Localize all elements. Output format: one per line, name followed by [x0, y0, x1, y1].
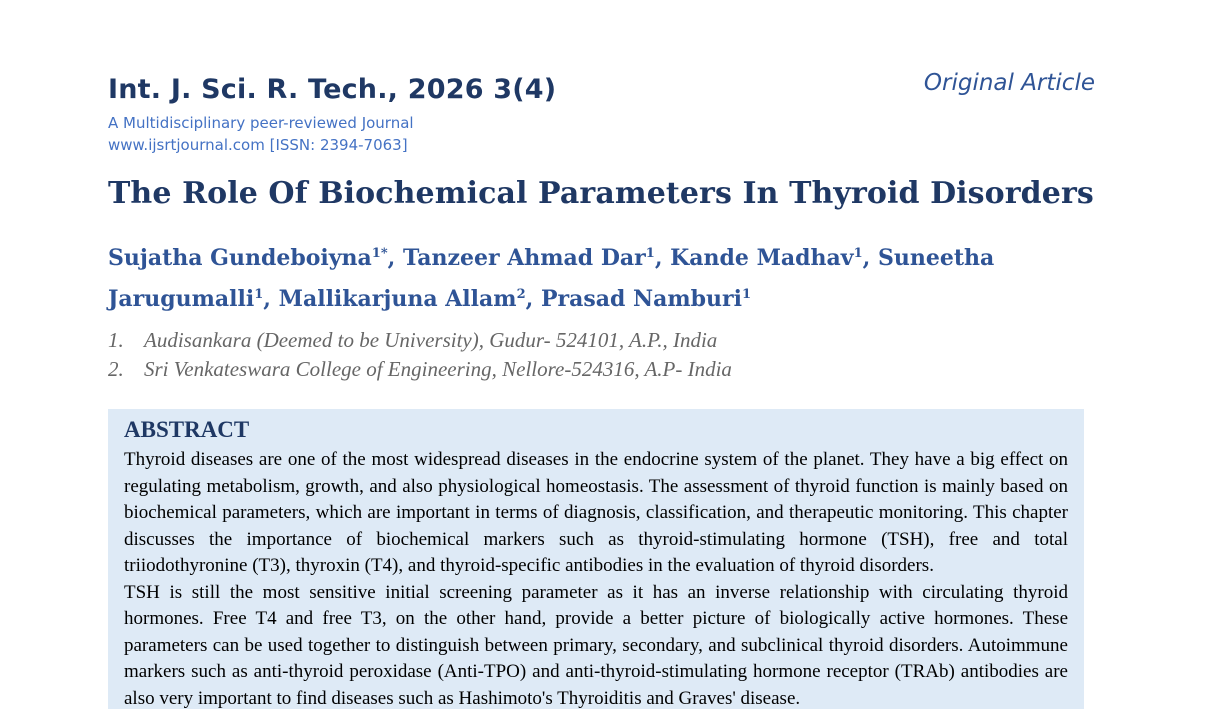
author-entry	[670, 245, 878, 271]
author-separator: ,	[526, 286, 541, 312]
author-name: Sujatha Gundeboiyna	[108, 245, 372, 271]
author-entry	[108, 245, 403, 271]
author-name: Suneetha Jarugumalli	[108, 245, 994, 312]
author-separator: ,	[655, 245, 670, 271]
affiliation-text: Audisankara (Deemed to be University), Gudur- 524101, A.P., India	[144, 326, 717, 355]
author-list	[108, 238, 1098, 320]
affiliation-list	[108, 326, 732, 384]
abstract-paragraph: Thyroid diseases are one of the most widespread diseases in the endocrine system of the planet. They have a big effect on regulating metabolism, growth, and also physiological homeostasis. The assessment of thyroid function is mainly based on biochemical parameters, which are important in terms of diagnosis, classification, and therapeutic monitoring. This chapter discusses the importance of biochemical markers such as thyroid-stimulating hormone (TSH), free and total triiodothyronine (T3), thyroxin (T4), and thyroid-specific antibodies in the evaluation of thyroid disorders.	[124, 447, 1068, 580]
author-affiliation-mark: 2	[517, 287, 526, 302]
author-entry	[541, 286, 751, 312]
author-separator: ,	[388, 245, 403, 271]
author-affiliation-mark: 1	[254, 287, 263, 302]
affiliation-item	[108, 355, 732, 384]
author-affiliation-mark: 1*	[372, 246, 388, 261]
author-name: Tanzeer Ahmad Dar	[403, 245, 646, 271]
author-affiliation-mark: 1	[646, 246, 655, 261]
abstract-box	[108, 409, 1084, 709]
author-entry	[403, 245, 670, 271]
paper-title: The Role Of Biochemical Parameters In Thyroid Disorders	[108, 176, 1094, 211]
affiliation-text: Sri Venkateswara College of Engineering, Nellore-524316, A.P- India	[144, 355, 732, 384]
affiliation-number: 1.	[108, 326, 144, 355]
journal-header	[108, 72, 556, 156]
author-separator: ,	[263, 286, 278, 312]
abstract-heading: ABSTRACT	[124, 415, 1068, 445]
author-name: Kande Madhav	[670, 245, 853, 271]
affiliation-item	[108, 326, 732, 355]
author-entry	[279, 286, 541, 312]
author-affiliation-mark: 1	[854, 246, 863, 261]
author-name: Mallikarjuna Allam	[279, 286, 517, 312]
journal-title: Int. J. Sci. R. Tech., 2026 3(4)	[108, 72, 556, 108]
article-type-label: Original Article	[924, 70, 1095, 96]
affiliation-number: 2.	[108, 355, 144, 384]
author-separator: ,	[863, 245, 878, 271]
author-name: Prasad Namburi	[541, 286, 742, 312]
abstract-paragraph: TSH is still the most sensitive initial screening parameter as it has an inverse relationship with circulating thyroid hormones. Free T4 and free T3, on the other hand, provide a better picture of biologically active hormones. These parameters can be used together to distinguish between primary, secondary, and subclinical thyroid disorders. Autoimmune markers such as anti-thyroid peroxidase (Anti-TPO) and anti-thyroid-stimulating hormone receptor (TRAb) antibodies are also very important to find diseases such as Hashimoto's Thyroiditis and Graves' disease.	[124, 580, 1068, 712]
journal-website: www.ijsrtjournal.com [ISSN: 2394-7063]	[108, 134, 556, 156]
author-affiliation-mark: 1	[742, 287, 751, 302]
journal-tagline: A Multidisciplinary peer-reviewed Journal	[108, 112, 556, 134]
